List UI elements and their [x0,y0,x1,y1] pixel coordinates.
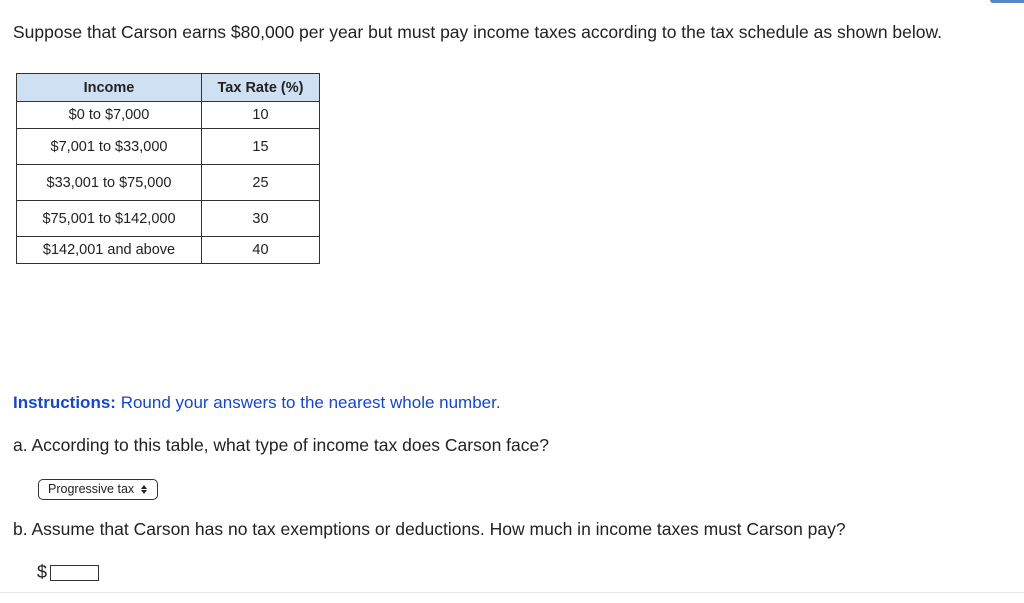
tax-type-select[interactable] [38,479,158,500]
tax-type-selected-value: Progressive tax [48,482,135,496]
currency-symbol: $ [37,562,48,582]
income-cell: $142,001 and above [17,237,202,264]
rate-cell: 40 [202,237,320,264]
rate-cell: 15 [202,129,320,165]
table-row [17,165,320,201]
rate-cell: 25 [202,165,320,201]
table-row [17,201,320,237]
income-cell: $75,001 to $142,000 [17,201,202,237]
question-b-text: b. Assume that Carson has no tax exemptions or deductions. How much in income taxes must Carson pay? [13,519,846,539]
instructions-text: Round your answers to the nearest whole number. [120,393,501,412]
income-cell: $0 to $7,000 [17,102,202,129]
header-tax-rate: Tax Rate (%) [202,74,320,102]
rate-cell: 30 [202,201,320,237]
intro-text: Suppose that Carson earns $80,000 per year but must pay income taxes according to the tax schedule as shown below. [13,22,943,42]
instructions-lead: Instructions: [13,393,116,412]
header-income: Income [17,74,202,102]
table-row [17,129,320,165]
rate-cell: 10 [202,102,320,129]
tax-schedule-table [16,73,320,264]
corner-tab [990,0,1024,3]
divider [0,592,1024,593]
table-header-row [17,74,320,102]
table-row [17,102,320,129]
updown-arrows-icon [141,485,147,494]
question-a-text: a. According to this table, what type of income tax does Carson face? [13,435,549,455]
income-cell: $7,001 to $33,000 [17,129,202,165]
tax-amount-input[interactable] [50,565,99,581]
instructions [13,393,501,413]
answer-row [37,562,99,583]
income-cell: $33,001 to $75,000 [17,165,202,201]
table-row [17,237,320,264]
